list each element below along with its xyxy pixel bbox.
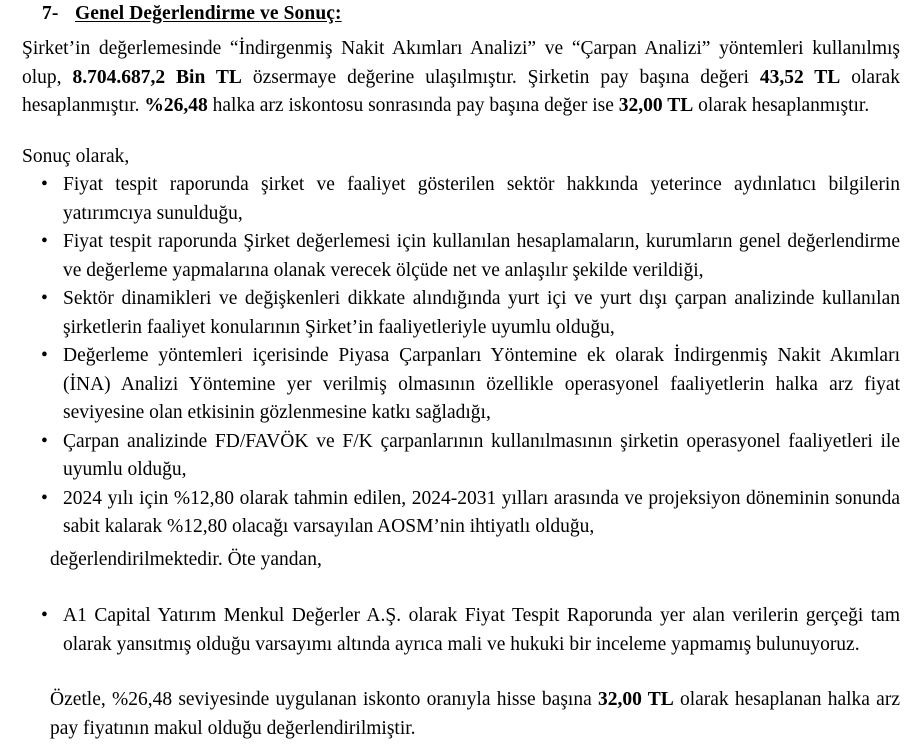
closing-statement-line: değerlendirilmektedir. Öte yandan, xyxy=(50,549,322,570)
summary-paragraph xyxy=(50,686,900,743)
intro-bold-equity-value: 8.704.687,2 Bin TL xyxy=(72,66,242,88)
list-item xyxy=(22,485,900,542)
list-item-text: Fiyat tespit raporunda Şirket değerlemesi için kullanılan hesaplamaların, kurumların genel değerlendirme ve değerleme yapmalarına olanak verecek ölçüde net ve anlaşılır şekilde verildiği, xyxy=(63,231,900,281)
list-item-text: Sektör dinamikleri ve değişkenleri dikkate alındığında yurt içi ve yurt dışı çarpan analizinde kullanılan şirketlerin faaliyet konularının Şirket’in faaliyetleriyle uyumlu olduğu, xyxy=(63,288,900,338)
bullet-icon xyxy=(41,171,53,200)
list-item xyxy=(22,171,900,228)
bullet-icon xyxy=(41,485,53,514)
conclusion-lead-line: Sonuç olarak, xyxy=(22,146,130,167)
list-item-text: Değerleme yöntemleri içerisinde Piyasa Çarpanları Yöntemine ek olarak İndirgenmiş Nakit Akımları (İNA) Analizi Yöntemine yer verilmiş olmasının özellikle operasyonel faaliyetlerin halka arz fiyat seviyesine olan etkisinin gözlenmesine katkı sağladığı, xyxy=(63,345,900,423)
summary-bold-offer-price: 32,00 TL xyxy=(597,689,674,710)
bullet-icon xyxy=(41,602,53,631)
summary-text-part-2: olarak hesaplanan halka arz pay fiyatının makul olduğu değerlendirilmiştir. xyxy=(50,689,900,739)
bullet-icon xyxy=(41,428,53,457)
section-number: 7- xyxy=(42,3,59,24)
bullet-icon xyxy=(41,342,53,371)
intro-paragraph xyxy=(22,35,900,121)
list-item xyxy=(22,428,900,485)
list-item-text: A1 Capital Yatırım Menkul Değerler A.Ş. olarak Fiyat Tespit Raporunda yer alan verilerin gerçeği tam olarak yansıtmış olduğu varsayımı altında ayrıca mali ve hukuki bir inceleme yapmamış bulunuyoruz. xyxy=(63,605,900,655)
intro-text-part-1: Şirket’in değerlemesinde “İndirgenmiş Nakit Akımları Analizi” ve “Çarpan Analizi” yöntemleri kullanılmış olup, xyxy=(22,38,900,88)
conclusion-bullet-list xyxy=(22,171,900,542)
intro-text-part-3: olarak hesaplanmıştır. xyxy=(22,66,900,116)
bullet-icon xyxy=(41,285,53,314)
list-item-text: Çarpan analizinde FD/FAVÖK ve F/K çarpanlarının kullanılmasının şirketin operasyonel faaliyetleri ile uyumlu olduğu, xyxy=(63,430,900,480)
bullet-icon xyxy=(41,228,53,257)
list-item-text: 2024 yılı için %12,80 olarak tahmin edilen, 2024-2031 yılları arasında ve projeksiyon döneminin sonunda sabit kalarak %12,80 olacağı varsayılan AOSM’nin ihtiyatlı olduğu, xyxy=(63,487,900,537)
disclaimer-bullet-list xyxy=(22,602,900,659)
intro-text-part-2: özsermaye değerine ulaşılmıştır. Şirketin pay başına değeri xyxy=(241,66,760,88)
intro-bold-discount-rate: %26,48 xyxy=(144,95,208,116)
list-item xyxy=(22,285,900,342)
list-item xyxy=(22,228,900,285)
list-item xyxy=(22,342,900,428)
intro-text-part-4: halka arz iskontosu sonrasında pay başına değer ise xyxy=(207,95,619,116)
list-item-text: Fiyat tespit raporunda şirket ve faaliyet gösterilen sektör hakkında yeterince aydınlatıcı bilgilerin yatırımcıya sunulduğu, xyxy=(63,174,900,224)
summary-text-part-1: Özetle, %26,48 seviyesinde uygulanan iskonto oranıyla hisse başına xyxy=(50,689,598,710)
intro-text-part-5: olarak hesaplanmıştır. xyxy=(693,95,870,116)
section-heading xyxy=(42,3,342,25)
intro-bold-per-share-value: 43,52 TL xyxy=(759,66,841,88)
section-title: Genel Değerlendirme ve Sonuç: xyxy=(75,3,342,24)
intro-bold-offer-price: 32,00 TL xyxy=(618,95,694,116)
list-item xyxy=(22,602,900,659)
